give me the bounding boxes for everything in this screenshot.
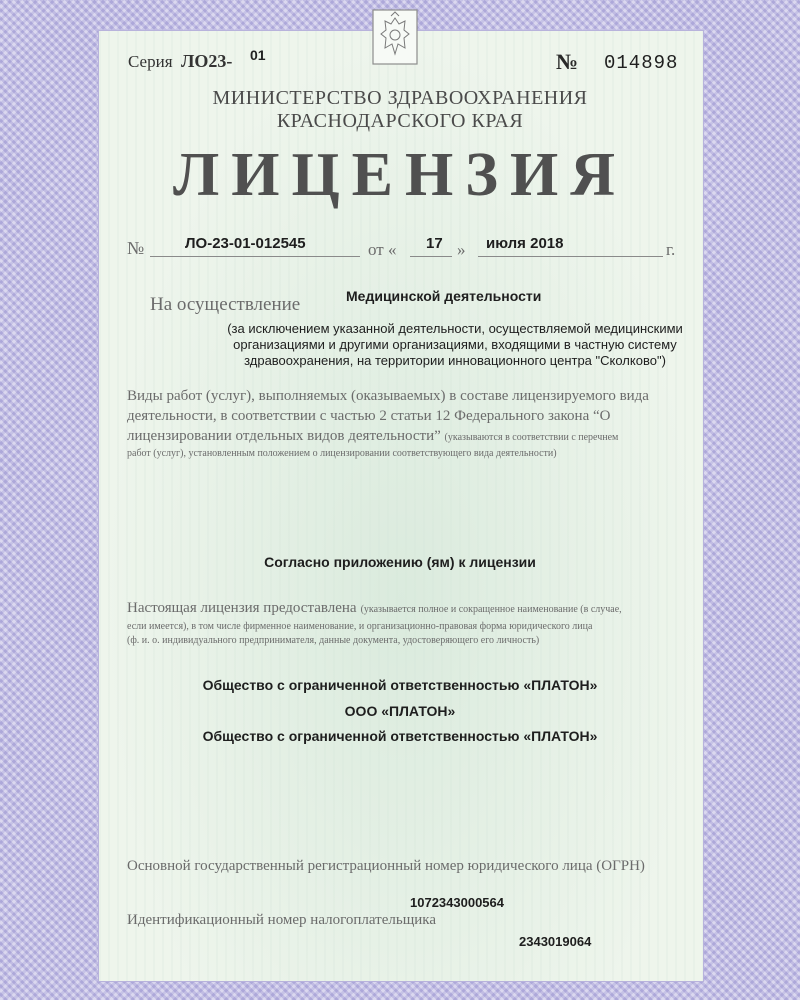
- grantee-note-1: (указывается полное и сокращенное наименование (в случае,: [360, 604, 622, 615]
- works-line-4: работ (услуг), установленным положением о лицензировании соответствующего вида деятельности): [127, 448, 557, 459]
- grantee-name-short: ООО «ПЛАТОН»: [344, 703, 456, 719]
- coat-of-arms-icon: [371, 8, 419, 66]
- serial-number: 014898: [604, 52, 679, 74]
- ministry-line-2: КРАСНОДАРСКОГО КРАЯ: [276, 110, 524, 132]
- activity-note: [190, 321, 720, 369]
- activity-label: На осуществление: [150, 294, 301, 315]
- grantee-note-2: если имеется), в том числе фирменное наименование, и организационно-правовая форма юридического лица: [127, 621, 593, 632]
- series-code: ЛО23-: [181, 51, 233, 71]
- works-line-2: деятельности, в соответствии с частью 2 статьи 12 Федерального закона “О: [127, 408, 611, 424]
- number-sign: №: [556, 49, 579, 74]
- inn-value: 2343019064: [519, 934, 592, 949]
- activity-note-line-3: здравоохранения, на территории инновационного центра "Сколково"): [244, 353, 666, 368]
- works-text: [127, 386, 687, 460]
- grantee-name-brand: Общество с ограниченной ответственностью «ПЛАТОН»: [202, 728, 598, 744]
- license-number: ЛО-23-01-012545: [185, 235, 306, 252]
- ministry-line-1: МИНИСТЕРСТВО ЗДРАВООХРАНЕНИЯ: [212, 87, 588, 109]
- year-suffix: г.: [666, 240, 676, 259]
- grantee-name-full: Общество с ограниченной ответственностью «ПЛАТОН»: [202, 677, 598, 693]
- document-title: ЛИЦЕНЗИЯ: [173, 141, 627, 209]
- grantee-text: [127, 601, 687, 648]
- works-line-1: Виды работ (услуг), выполняемых (оказываемых) в составе лицензируемого вида: [127, 388, 649, 404]
- close-quote: »: [457, 240, 466, 259]
- inn-label: Идентификационный номер налогоплательщика: [127, 912, 437, 928]
- activity-value: Медицинской деятельности: [346, 288, 542, 304]
- license-no-label: №: [127, 238, 145, 258]
- series-label: Серия: [128, 52, 173, 71]
- license-month-year: июля 2018: [486, 235, 564, 252]
- license-day: 17: [426, 235, 443, 252]
- works-line-3: лицензировании отдельных видов деятельности” (указываются в соответствии с перечнем: [127, 428, 619, 444]
- from-label: от «: [368, 240, 397, 259]
- activity-note-line-2: организациями и другими организациями, входящими в частную систему: [233, 337, 677, 352]
- works-value: Согласно приложению (ям) к лицензии: [264, 554, 536, 570]
- series-suffix: 01: [250, 47, 266, 63]
- ogrn-value: 1072343000564: [410, 895, 504, 910]
- grantee-note-3: (ф. и. о. индивидуального предпринимателя, данные документа, удостоверяющего его личность): [127, 635, 540, 646]
- ogrn-label: Основной государственный регистрационный номер юридического лица (ОГРН): [127, 858, 645, 874]
- grantee-label: Настоящая лицензия предоставлена: [127, 600, 357, 616]
- activity-note-line-1: (за исключением указанной деятельности, осуществляемой медицинскими: [227, 321, 683, 336]
